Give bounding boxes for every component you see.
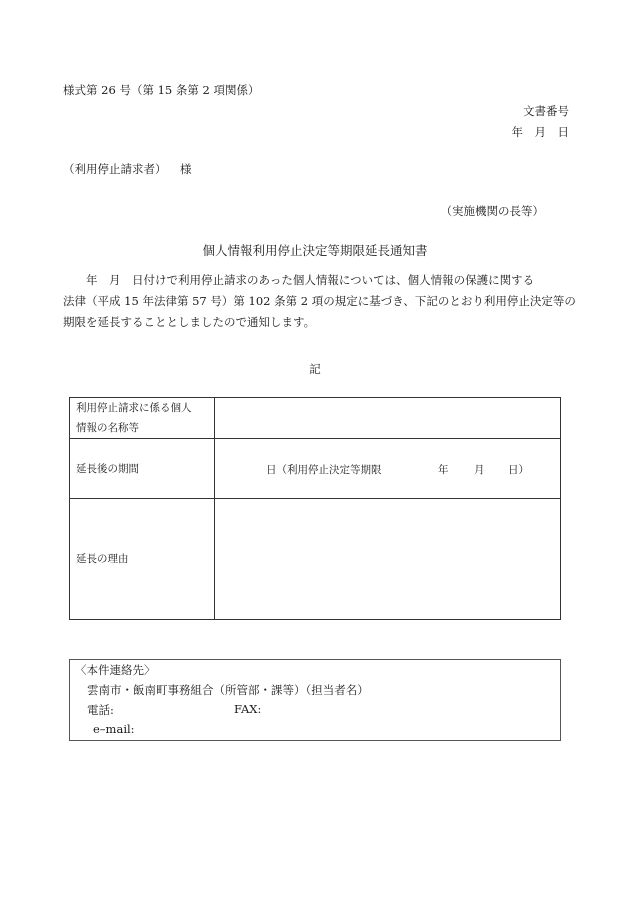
issuer-label: （実施機関の長等） [440,204,544,218]
reason-value[interactable] [215,499,561,620]
honorific: 様 [180,162,192,176]
info-name-label [70,398,215,439]
table-row [70,439,561,499]
form-number: 様式第 26 号（第 15 条第 2 項関係） [63,83,260,97]
extended-period-value[interactable] [215,439,561,499]
contact-fax-label: FAX: [234,702,262,716]
reason-label: 延長の理由 [70,499,215,620]
info-name-label-line2: 情報の名称等 [76,422,139,434]
date-line: 年 月 日 [511,125,569,139]
period-day-end: 日） [508,463,529,476]
period-year: 年 [438,463,449,476]
table-row [70,398,561,439]
body-line-3: 期限を延長することとしましたので通知します。 [63,315,316,329]
contact-email-label: e–mail: [93,722,135,736]
info-name-label-line1: 利用停止請求に係る個人 [76,402,192,414]
requester-label: （利用停止請求者） [63,162,167,176]
extended-period-label: 延長後の期間 [70,439,215,499]
record-table [69,397,561,620]
contact-box [69,659,561,741]
contact-organization: 雲南市・飯南町事務組合（所管部・課等）（担当者名） [87,683,369,697]
body-line-2: 法律（平成 15 年法律第 57 号）第 102 条第 2 項の規定に基づき、下記のとおり利用停止決定等の [63,294,576,308]
info-name-value[interactable] [215,398,561,439]
body-line-1: 年 月 日付けで利用停止請求のあった個人情報については、個人情報の保護に関する [63,273,535,287]
contact-phone-label: 電話: [87,703,114,717]
ki-heading: 記 [309,362,321,376]
contact-heading: 〈本件連絡先〉 [75,663,156,677]
period-month: 月 [474,463,485,476]
body-paragraph [63,270,576,333]
table-row [70,499,561,620]
document-title: 個人情報利用停止決定等期限延長通知書 [202,243,428,258]
period-day-text: 日（利用停止決定等期限 [266,463,382,476]
document-number-label: 文書番号 [523,104,569,118]
